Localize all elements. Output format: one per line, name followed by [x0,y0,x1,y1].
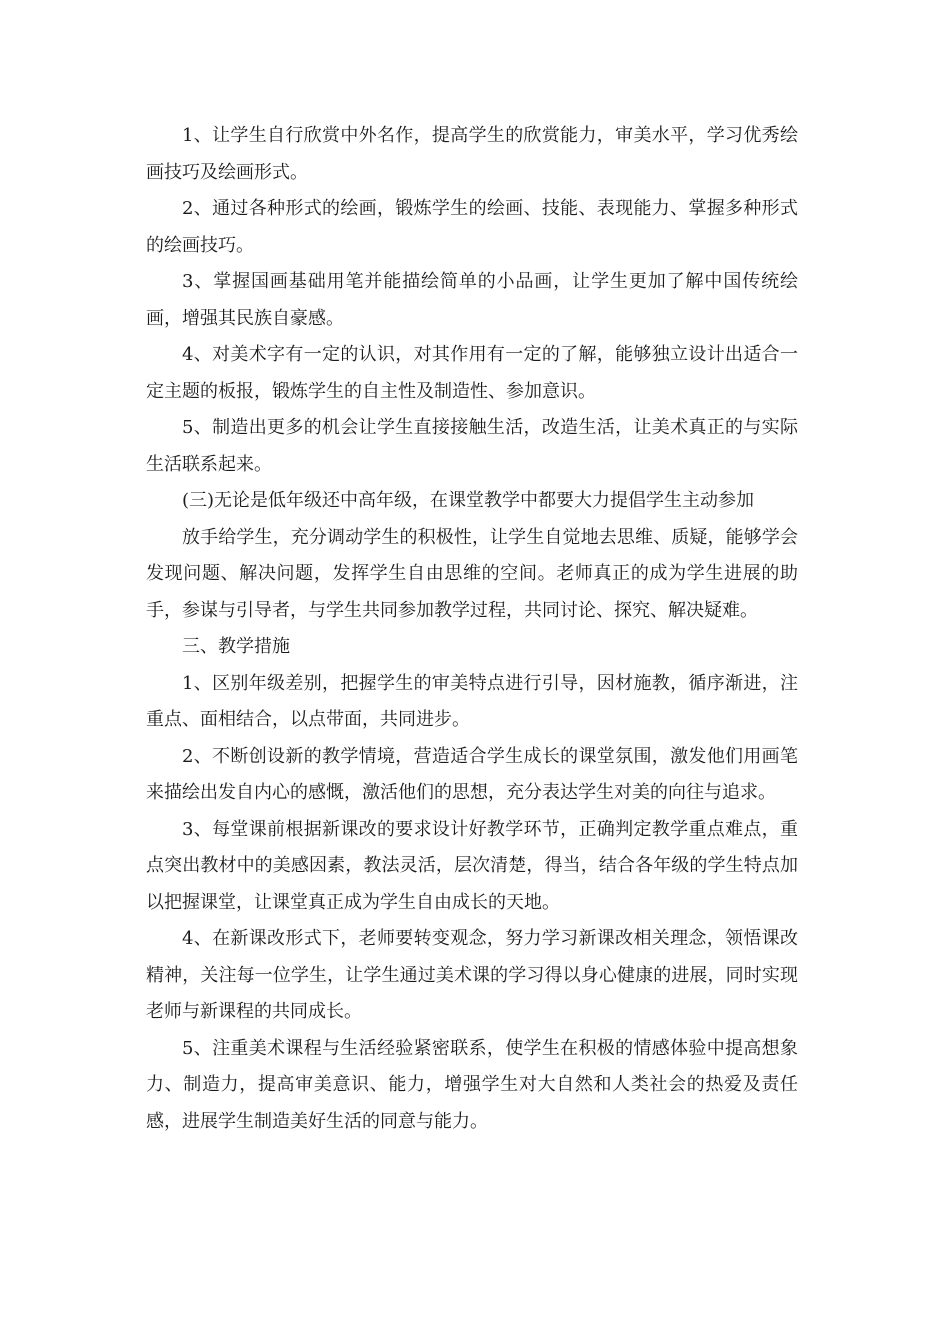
paragraph-goal-4: 4、对美术字有一定的认识，对其作用有一定的了解，能够独立设计出适合一定主题的板报，锻炼学生的自主性及制造性、参加意识。 [146,344,798,402]
paragraph-measure-3: 3、每堂课前根据新课改的要求设计好教学环节，正确判定教学重点难点，重点突出教材中的美感因素，教法灵活，层次清楚，得当，结合各年级的学生特点加以把握课堂，让课堂真正成为学生自由成长的天地。 [146,818,798,913]
paragraph-measure-2: 2、不断创设新的教学情境，营造适合学生成长的课堂氛围，激发他们用画笔来描绘出发自内心的感慨，激活他们的思想，充分表达学生对美的向往与追求。 [146,745,798,803]
paragraph-goal-5: 5、制造出更多的机会让学生直接接触生活，改造生活，让美术真正的与实际生活联系起来。 [146,417,798,475]
paragraph-measure-4: 4、在新课改形式下，老师要转变观念，努力学习新课改相关理念，领悟课改精神，关注每一位学生，让学生通过美术课的学习得以身心健康的进展，同时实现老师与新课程的共同成长。 [146,928,798,1022]
document-body [146,118,798,1140]
section-heading-teaching-measures: 三、教学措施 [182,636,290,657]
paragraph-measure-5: 5、注重美术课程与生活经验紧密联系，使学生在积极的情感体验中提高想象力、制造力，提高审美意识、能力，增强学生对大自然和人类社会的热爱及责任感，进展学生制造美好生活的同意与能力。 [146,1037,798,1132]
paragraph-goal-3: 3、掌握国画基础用笔并能描绘简单的小品画，让学生更加了解中国传统绘画，增强其民族自豪感。 [146,271,798,329]
paragraph-section-3-body: 放手给学生，充分调动学生的积极性，让学生自觉地去思维、质疑，能够学会发现问题、解决问题，发挥学生自由思维的空间。老师真正的成为学生进展的助手，参谋与引导者，与学生共同参加教学过程，共同讨论、探究、解决疑难。 [146,526,798,621]
paragraph-measure-1: 1、区别年级差别，把握学生的审美特点进行引导，因材施教，循序渐进，注重点、面相结合，以点带面，共同进步。 [146,672,798,730]
paragraph-goal-1: 1、让学生自行欣赏中外名作，提高学生的欣赏能力，审美水平，学习优秀绘画技巧及绘画形式。 [146,125,798,183]
paragraph-section-3-heading: (三)无论是低年级还中高年级，在课堂教学中都要大力提倡学生主动参加 [182,490,755,511]
paragraph-goal-2: 2、通过各种形式的绘画，锻炼学生的绘画、技能、表现能力、掌握多种形式的绘画技巧。 [146,198,798,256]
